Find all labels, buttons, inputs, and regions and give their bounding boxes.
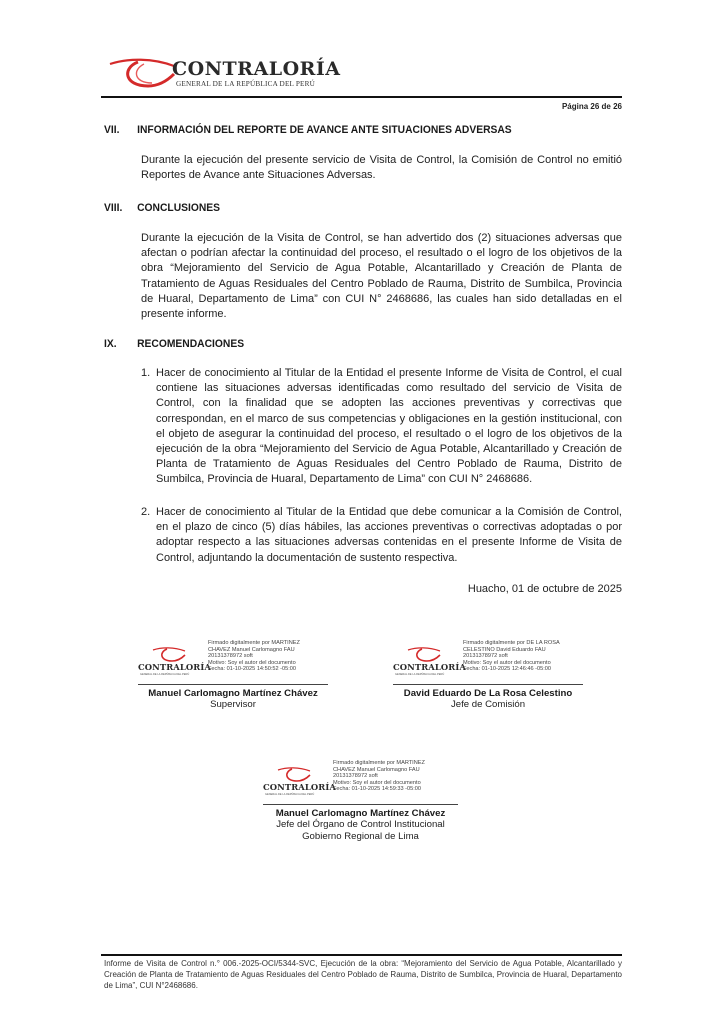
recommendation-text: Hacer de conocimiento al Titular de la Entidad que debe comunicar a la Comisión de Control, en el plazo de cinco (5) días hábiles, las acciones preventivas o correctivas adoptadas o por adoptar respecto a las situaciones adversas contenidas en el presente Informe de Visita de Control, adjuntando la documentación de sustento respectiva. — [156, 506, 622, 564]
signature-block-jefe-oci — [263, 760, 458, 843]
stamp-line: 20131378972 soft — [463, 653, 508, 660]
section-heading-viii — [104, 202, 220, 214]
section-viii-paragraph: Durante la ejecución de la Visita de Control, se han advertido dos (2) situaciones adversas que afectan o podrían afectar la continuidad del proceso, el resultado o el logro de los objetivos de la obra “Mejoramiento del Servicio de Agua Potable, Alcantarillado y Creación de Planta de Tratamiento de Aguas Residuales del Centro Poblado de Rauma, Distrito de Sumbilca, Provincia de Huaral, Departamento de Lima” con CUI N° 2468686, las cuales han sido detalladas en el presente informe. — [141, 232, 622, 321]
stamp-logo — [263, 766, 336, 800]
section-heading-ix — [104, 338, 244, 350]
section-title: RECOMENDACIONES — [137, 338, 245, 350]
signer-name: David Eduardo De La Rosa Celestino — [403, 688, 573, 699]
page-number: Página 26 de 26 — [561, 102, 622, 111]
logo-title: CONTRALORÍA — [172, 58, 341, 80]
stamp-line: Motivo: Soy el autor del documento — [463, 659, 551, 666]
logo-subtitle: GENERAL DE LA REPÚBLICA DEL PERÚ — [176, 80, 316, 88]
recommendation-item-1 — [141, 366, 622, 488]
list-marker: 2. — [141, 506, 151, 518]
header-divider — [101, 96, 622, 98]
stamp-details — [208, 640, 300, 673]
digital-signature-stamp[interactable] — [138, 640, 328, 680]
stamp-line: CELESTINO David Eduardo FAU — [463, 646, 546, 653]
stamp-line: Firmado digitalmente por MARTINEZ — [333, 760, 425, 766]
stamp-logo — [393, 646, 466, 680]
swoosh-logo-icon — [108, 56, 178, 92]
footer-reference: Informe de Visita de Control n.° 006.-2025-OCI/5344-SVC, Ejecución de la obra: “Mejoramiento del Servicio de Agua Potable, Alcantarillado y Creación de Planta de Tratamiento de Aguas Residuales del Centro Poblado de Rauma, Distrito de Sumbilca, Provincia de Huaral, Departamento de Lima”, CUI N°2468686. — [104, 959, 622, 991]
recommendation-item-2 — [141, 505, 622, 566]
stamp-line: Firmado digitalmente por MARTINEZ — [208, 640, 300, 646]
signature-block-supervisor — [138, 640, 328, 711]
stamp-logo-title: CONTRALORÍA — [393, 662, 466, 672]
section-vii-paragraph: Durante la ejecución del presente servicio de Visita de Control, la Comisión de Control no emitió Reportes de Avance ante Situaciones Adversas. — [141, 154, 622, 182]
footer-divider — [101, 954, 622, 956]
signature-line — [393, 684, 583, 685]
signature-line — [138, 684, 328, 685]
stamp-line: Fecha: 01-10-2025 14:59:33 -05:00 — [333, 786, 422, 793]
signer-role: Supervisor — [210, 699, 256, 710]
stamp-logo-title: CONTRALORÍA — [263, 782, 336, 792]
stamp-details — [333, 760, 425, 793]
stamp-details — [463, 640, 560, 673]
section-number: VIII. — [104, 202, 123, 214]
signer-role: Jefe del Órgano de Control Institucional — [276, 819, 445, 830]
section-heading-vii — [104, 124, 512, 136]
stamp-line: 20131378972 soft — [333, 773, 378, 780]
section-title: CONCLUSIONES — [137, 202, 221, 214]
signer-role: Jefe de Comisión — [450, 699, 526, 710]
stamp-logo-title: CONTRALORÍA — [138, 662, 211, 672]
digital-signature-stamp[interactable] — [393, 640, 583, 680]
stamp-line: 20131378972 soft — [208, 653, 253, 660]
stamp-logo-subtitle: GENERAL DE LA REPÚBLICA DEL PERÚ — [140, 673, 190, 676]
signer-name: Manuel Carlomagno Martínez Chávez — [148, 688, 318, 699]
list-marker: 1. — [141, 367, 151, 379]
digital-signature-stamp[interactable] — [263, 760, 458, 800]
signer-organization: Gobierno Regional de Lima — [302, 831, 419, 842]
signature-block-jefe-comision — [393, 640, 583, 711]
signer-name: Manuel Carlomagno Martínez Chávez — [275, 808, 446, 819]
stamp-logo-subtitle: GENERAL DE LA REPÚBLICA DEL PERÚ — [395, 673, 445, 676]
place-date: Huacho, 01 de octubre de 2025 — [467, 583, 622, 595]
stamp-line: CHAVEZ Manuel Carlomagno FAU — [208, 646, 295, 653]
stamp-line: Fecha: 01-10-2025 14:50:52 -05:00 — [208, 666, 297, 673]
signature-line — [263, 804, 458, 805]
stamp-line: Fecha: 01-10-2025 12:46:46 -05:00 — [463, 666, 552, 673]
recommendation-text: Hacer de conocimiento al Titular de la Entidad el presente Informe de Visita de Control, el cual contiene las situaciones adversas identificadas como resultado del servicio de Visita de Control, con la finalidad que se adopten las acciones preventivas y correctivas que correspondan, en el marco de sus competencias y obligaciones en la gestión institucional, con el objeto de asegurar la continuidad del proceso, el resultado o el logro de los objetivos de la ejecución de la obra “Mejoramiento del Servicio de Agua Potable, Alcantarillado y Creación de Planta de Tratamiento de Aguas Residuales del Centro Poblado de Rauma, Distrito de Sumbilca, Provincia de Huaral, Departamento de Lima” con CUI N° 2468686. — [156, 367, 622, 486]
stamp-logo — [138, 646, 211, 680]
stamp-line: CHAVEZ Manuel Carlomagno FAU — [333, 766, 420, 773]
section-number: IX. — [104, 338, 117, 350]
section-title: INFORMACIÓN DEL REPORTE DE AVANCE ANTE SITUACIONES ADVERSAS — [137, 124, 512, 136]
stamp-logo-subtitle: GENERAL DE LA REPÚBLICA DEL PERÚ — [265, 793, 315, 796]
contraloria-logo — [108, 56, 341, 92]
section-number: VII. — [104, 124, 120, 136]
stamp-line: Firmado digitalmente por DE LA ROSA — [463, 640, 560, 646]
stamp-line: Motivo: Soy el autor del documento — [333, 779, 421, 786]
stamp-line: Motivo: Soy el autor del documento — [208, 659, 296, 666]
